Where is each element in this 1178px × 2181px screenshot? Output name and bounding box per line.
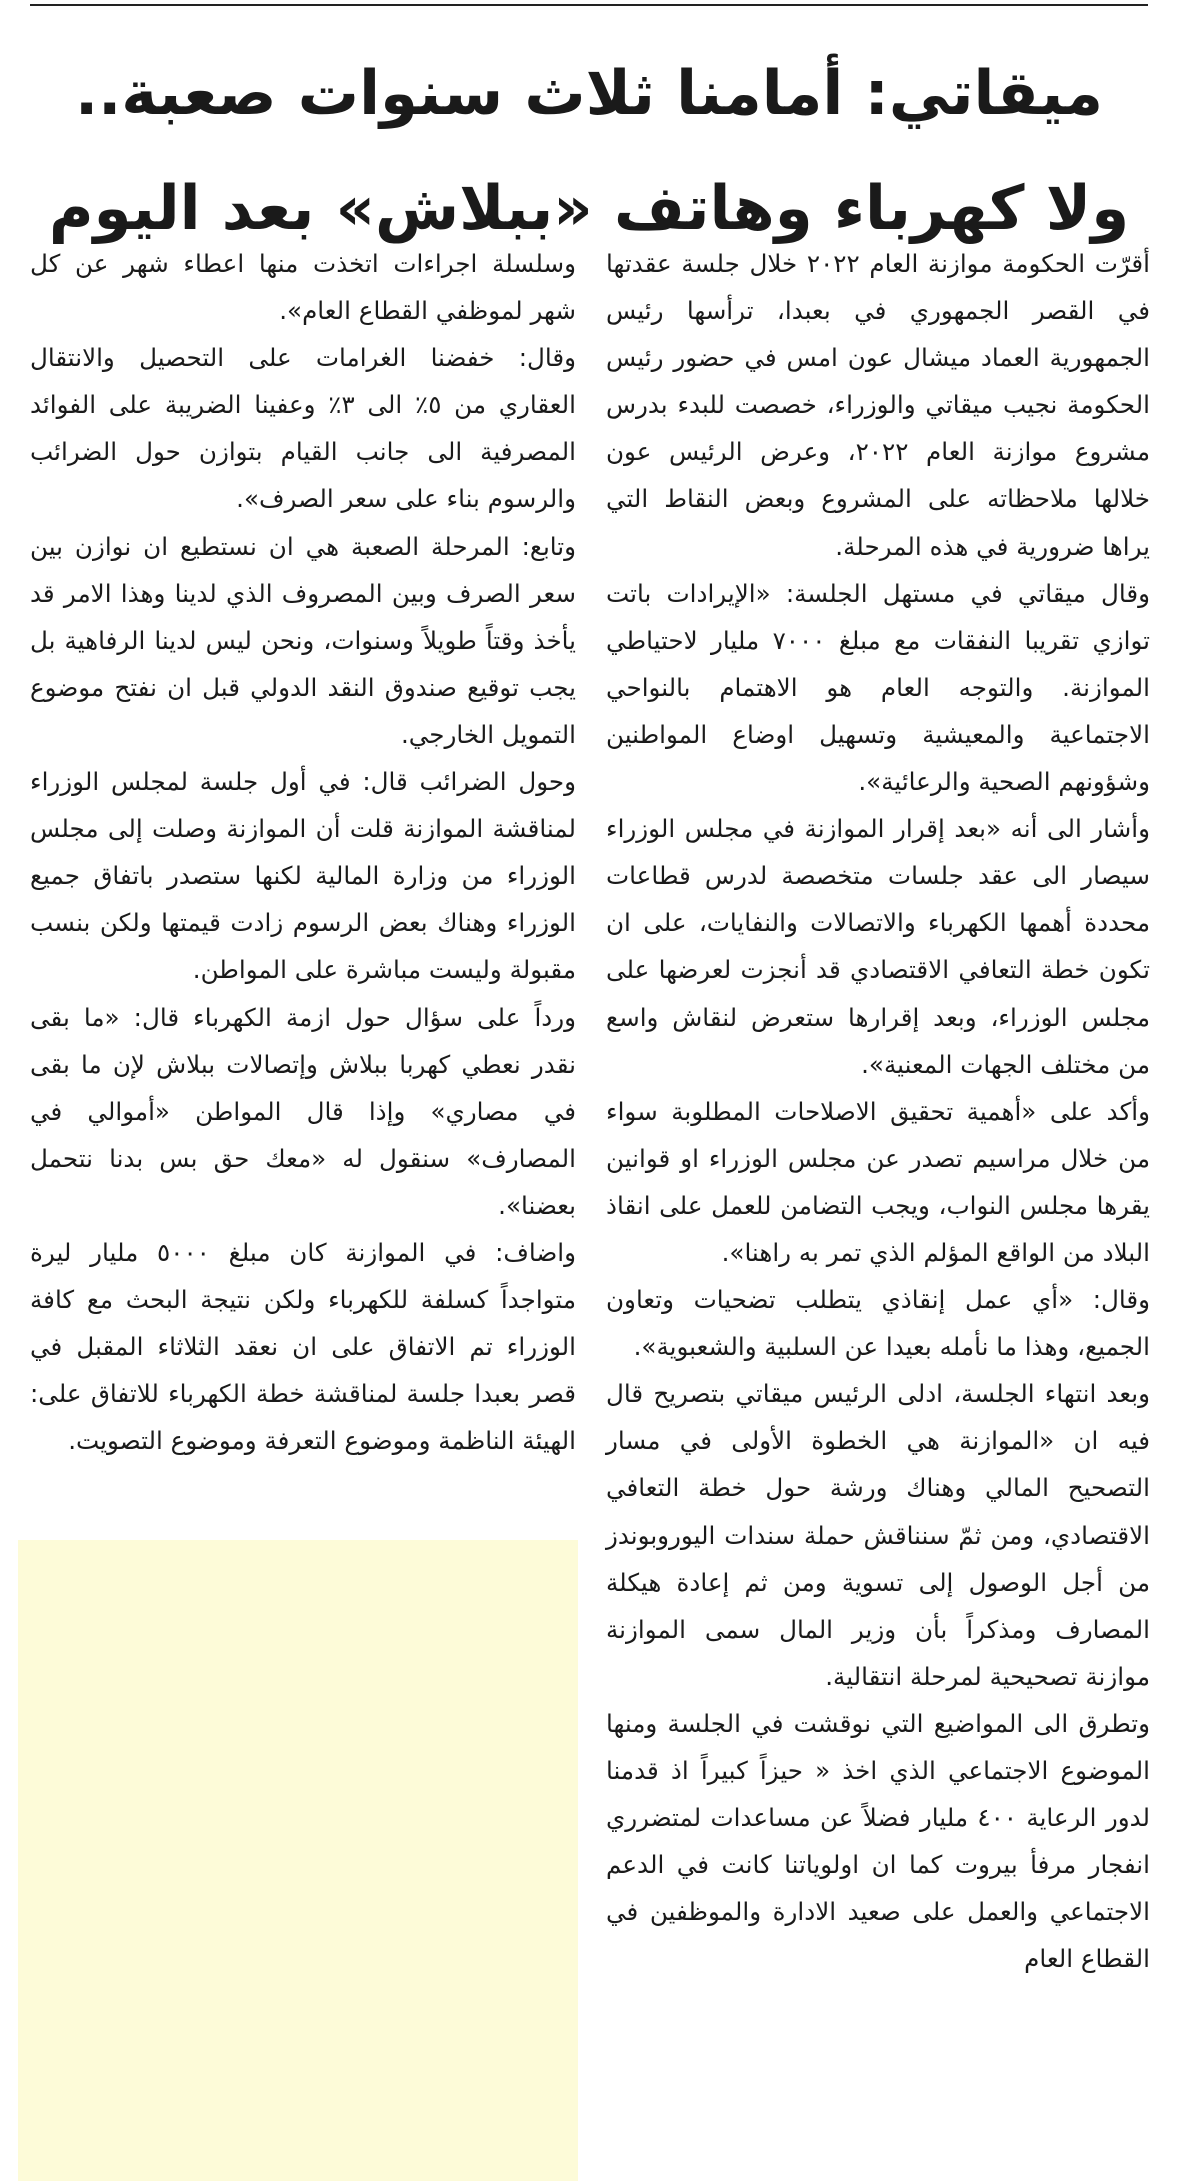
paragraph: وتطرق الى المواضيع التي نوقشت في الجلسة ومنها الموضوع الاجتماعي الذي اخذ « حيزاً كبيراً اذ قدمنا لدور الرعاية ٤٠٠ مليار فضلاً عن مساعدات لمتضرري انفجار مرفأ بيروت كما ان اولوياتنا كانت في الدعم الاجتماعي والعمل على صعيد الادارة والموظفين في القطاع العام [606,1708,1150,1974]
paragraph: واضاف: في الموازنة كان مبلغ ٥٠٠٠ مليار ليرة متواجداً كسلفة للكهرباء ولكن نتيجة البحث مع كافة الوزراء تم الاتفاق على ان نعقد الثلاثاء المقبل في قصر بعبدا جلسة لمناقشة خطة الكهرباء للاتفاق على: الهيئة الناظمة وموضوع التعرفة وموضوع التصويت. [30,1237,576,1456]
paragraph: ورداً على سؤال حول ازمة الكهرباء قال: «ما بقى نقدر نعطي كهربا ببلاش وإتصالات ببلاش لإن ما بقى في مصاري» وإذا قال المواطن «أموالي في المصارف» سنقول له «معك حق بس بدنا نتحمل بعضنا». [30,1002,576,1220]
paragraph: وسلسلة اجراءات اتخذت منها اعطاء شهر عن كل شهر لموظفي القطاع العام». [30,249,576,326]
article-column-right [606,240,1150,1982]
shaded-box [18,1540,578,2181]
top-rule [30,4,1148,6]
headline [30,36,1148,266]
paragraph: وبعد انتهاء الجلسة، ادلى الرئيس ميقاتي بتصريح قال فيه ان «الموازنة هي الخطوة الأولى في مسار التصحيح المالي وهناك ورشة حول خطة التعافي الاقتصادي، ومن ثمّ سنناقش حملة سندات اليوروبوندز من أجل الوصول إلى تسوية ومن ثم إعادة هيكلة المصارف ومذكراً بأن وزير المال سمى الموازنة موازنة تصحيحية لمرحلة انتقالية. [606,1379,1150,1691]
paragraph: أقرّت الحكومة موازنة العام ٢٠٢٢ خلال جلسة عقدتها في القصر الجمهوري في بعبدا، ترأسها رئيس الجمهورية العماد ميشال عون امس في حضور رئيس الحكومة نجيب ميقاتي والوزراء، خصصت للبدء بدرس مشروع موازنة العام ٢٠٢٢، وعرض الرئيس عون خلالها ملاحظاته على المشروع وبعض النقاط التي يراها ضرورية في هذه المرحلة. [606,249,1151,561]
paragraph: وقال: «أي عمل إنقاذي يتطلب تضحيات وتعاون الجميع، وهذا ما نأمله بعيدا عن السلبية والشعبوية». [606,1285,1150,1362]
paragraph: وقال: خفضنا الغرامات على التحصيل والانتقال العقاري من ٥٪ الى ٣٪ وعفينا الضريبة على الفوائد المصرفية الى جانب القيام بتوازن حول الضرائب والرسوم بناء على سعر الصرف». [30,343,576,514]
headline-line-2: ولا كهرباء وهاتف «ببلاش» بعد اليوم [48,173,1130,244]
article-column-left [30,240,576,1464]
paragraph: وتابع: المرحلة الصعبة هي ان نستطيع ان نوازن بين سعر الصرف وبين المصروف الذي لدينا وهذا الامر قد يأخذ وقتاً طويلاً وسنوات، ونحن ليس لدينا الرفاهية بل يجب توقيع صندوق النقد الدولي قبل ان نفتح موضوع التمويل الخارجي. [30,531,576,749]
paragraph: وأشار الى أنه «بعد إقرار الموازنة في مجلس الوزراء سيصار الى عقد جلسات متخصصة لدرس قطاعات محددة أهمها الكهرباء والاتصالات والنفايات، على ان تكون خطة التعافي الاقتصادي قد أنجزت لعرضها على مجلس الوزراء، وبعد إقرارها ستعرض لنقاش واسع من مختلف الجهات المعنية». [606,814,1150,1079]
paragraph: وقال ميقاتي في مستهل الجلسة: «الإيرادات باتت توازي تقريبا النفقات مع مبلغ ٧٠٠٠ مليار لاحتياطي الموازنة. والتوجه العام هو الاهتمام بالنواحي الاجتماعية والمعيشية وتسهيل اوضاع المواطنين وشؤونهم الصحية والرعائية». [606,578,1150,797]
paragraph: وحول الضرائب قال: في أول جلسة لمجلس الوزراء لمناقشة الموازنة قلت أن الموازنة وصلت إلى مجلس الوزراء من وزارة المالية لكنها ستصدر باتفاق جميع الوزراء وهناك بعض الرسوم زادت قيمتها ولكن بنسب مقبولة وليست مباشرة على المواطن. [30,767,576,985]
headline-line-1: ميقاتي: أمامنا ثلاث سنوات صعبة.. [74,58,1104,129]
paragraph: وأكد على «أهمية تحقيق الاصلاحات المطلوبة سواء من خلال مراسيم تصدر عن مجلس الوزراء او قوانين يقرها مجلس النواب، ويجب التضامن للعمل على انقاذ البلاد من الواقع المؤلم الذي تمر به راهنا». [606,1096,1150,1267]
